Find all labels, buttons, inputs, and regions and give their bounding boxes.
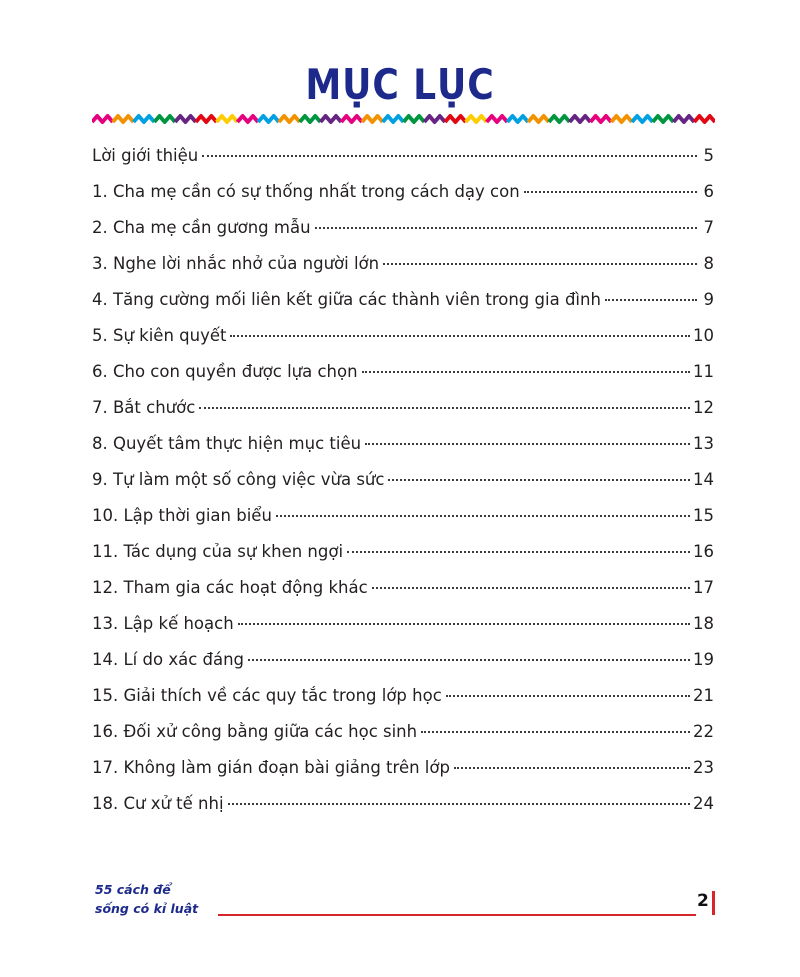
toc-dot-leader — [421, 731, 690, 733]
toc-entry-title: 4. Tăng cường mối liên kết giữa các thành viên trong gia đình — [92, 290, 601, 309]
toc-entry-page: 14 — [693, 470, 714, 489]
toc-entry[interactable] — [92, 470, 714, 506]
toc-entry[interactable] — [92, 290, 714, 326]
zigzag-segment — [341, 116, 362, 122]
toc-dot-leader — [372, 587, 690, 589]
toc-dot-leader — [454, 767, 690, 769]
toc-entry-title: 17. Không làm gián đoạn bài giảng trên lớp — [92, 758, 450, 777]
toc-entry-page: 24 — [693, 794, 714, 813]
toc-dot-leader — [524, 191, 697, 193]
toc-entry[interactable] — [92, 542, 714, 578]
toc-entry-page: 18 — [693, 614, 714, 633]
toc-entry-page: 12 — [693, 398, 714, 417]
toc-entry-page: 19 — [693, 650, 714, 669]
toc-entry[interactable] — [92, 146, 714, 182]
toc-entry[interactable] — [92, 434, 714, 470]
toc-entry-page: 16 — [693, 542, 714, 561]
zigzag-segment — [528, 116, 549, 122]
toc-entry[interactable] — [92, 722, 714, 758]
toc-entry[interactable] — [92, 182, 714, 218]
toc-entry-title: 13. Lập kế hoạch — [92, 614, 234, 633]
zigzag-segment — [487, 116, 508, 122]
toc-dot-leader — [388, 479, 690, 481]
zigzag-segment — [113, 116, 134, 122]
decorative-zigzag-divider — [92, 111, 715, 127]
toc-dot-leader — [228, 803, 690, 805]
zigzag-segment — [694, 116, 715, 122]
book-title-line-1: 55 cách để — [95, 882, 171, 897]
toc-dot-leader — [248, 659, 690, 661]
toc-dot-leader — [362, 371, 690, 373]
toc-entry[interactable] — [92, 794, 714, 830]
book-series-title — [95, 880, 198, 918]
zigzag-segment — [632, 116, 653, 122]
zigzag-segment — [611, 116, 632, 122]
page-number: 2 — [697, 891, 709, 911]
zigzag-segment — [424, 116, 445, 122]
zigzag-segment — [196, 116, 217, 122]
toc-dot-leader — [276, 515, 690, 517]
toc-entry-title: 9. Tự làm một số công việc vừa sức — [92, 470, 385, 489]
toc-dot-leader — [202, 155, 697, 157]
page-title: MỤC LỤC — [305, 60, 495, 109]
toc-entry[interactable] — [92, 686, 714, 722]
toc-entry-page: 17 — [693, 578, 714, 597]
toc-entry-title: 10. Lập thời gian biểu — [92, 506, 272, 525]
footer-rule — [218, 914, 696, 916]
toc-entry-page: 9 — [703, 290, 714, 309]
toc-dot-leader — [365, 443, 690, 445]
toc-entry-title: 12. Tham gia các hoạt động khác — [92, 578, 368, 597]
zigzag-segment — [258, 116, 279, 122]
zigzag-segment — [653, 116, 674, 122]
zigzag-segment — [549, 116, 570, 122]
toc-entry-page: 13 — [693, 434, 714, 453]
zigzag-segment — [92, 116, 113, 122]
toc-entry-title: 16. Đối xử công bằng giữa các học sinh — [92, 722, 418, 741]
zigzag-segment — [279, 116, 300, 122]
zigzag-segment — [507, 116, 528, 122]
toc-entry[interactable] — [92, 758, 714, 794]
toc-entry-title: 1. Cha mẹ cần có sự thống nhất trong cách dạy con — [92, 182, 520, 201]
toc-entry-page: 15 — [693, 506, 714, 525]
toc-entry-title: 18. Cư xử tế nhị — [92, 794, 224, 813]
zigzag-segment — [237, 116, 258, 122]
zigzag-segment — [134, 116, 155, 122]
toc-entry[interactable] — [92, 362, 714, 398]
zigzag-segment — [466, 116, 487, 122]
toc-dot-leader — [446, 695, 690, 697]
zigzag-segment — [362, 116, 383, 122]
toc-dot-leader — [383, 263, 697, 265]
toc-entry[interactable] — [92, 650, 714, 686]
toc-entry-title: 11. Tác dụng của sự khen ngợi — [92, 542, 344, 561]
toc-entry[interactable] — [92, 398, 714, 434]
toc-entry-title: 14. Lí do xác đáng — [92, 650, 245, 669]
toc-entry-title: 3. Nghe lời nhắc nhở của người lớn — [92, 254, 380, 273]
toc-entry-page: 7 — [703, 218, 714, 237]
toc-entry-title: 5. Sự kiên quyết — [92, 326, 227, 345]
toc-dot-leader — [199, 407, 690, 409]
toc-entry-page: 8 — [703, 254, 714, 273]
toc-entry[interactable] — [92, 578, 714, 614]
toc-entry[interactable] — [92, 326, 714, 362]
toc-entry[interactable] — [92, 254, 714, 290]
toc-dot-leader — [605, 299, 697, 301]
toc-entry-page: 23 — [693, 758, 714, 777]
toc-entry-title: 15. Giải thích về các quy tắc trong lớp học — [92, 686, 442, 705]
toc-entry[interactable] — [92, 614, 714, 650]
zigzag-segment — [154, 116, 175, 122]
toc-entry-title: 7. Bắt chước — [92, 398, 196, 417]
zigzag-segment — [300, 116, 321, 122]
toc-entry[interactable] — [92, 218, 714, 254]
toc-entry-title: 2. Cha mẹ cần gương mẫu — [92, 218, 311, 237]
toc-entry-page: 10 — [693, 326, 714, 345]
zigzag-segment — [320, 116, 341, 122]
toc-entry-page: 6 — [703, 182, 714, 201]
toc-entry-page: 5 — [703, 146, 714, 165]
toc-dot-leader — [230, 335, 690, 337]
toc-entry-title: Lời giới thiệu — [92, 146, 199, 165]
zigzag-segment — [175, 116, 196, 122]
zigzag-segment — [383, 116, 404, 122]
zigzag-segment — [590, 116, 611, 122]
toc-entry-page: 22 — [693, 722, 714, 741]
table-of-contents — [92, 146, 714, 830]
toc-dot-leader — [315, 227, 697, 229]
toc-entry-page: 11 — [693, 362, 714, 381]
toc-dot-leader — [238, 623, 690, 625]
zigzag-segment — [404, 116, 425, 122]
page-number-bar — [712, 891, 715, 915]
zigzag-segment — [570, 116, 591, 122]
toc-entry[interactable] — [92, 506, 714, 542]
zigzag-segment — [445, 116, 466, 122]
toc-entry-page: 21 — [693, 686, 714, 705]
zigzag-segment — [217, 116, 238, 122]
zigzag-segment — [674, 116, 695, 122]
book-title-line-2: sống có kỉ luật — [95, 901, 199, 916]
toc-entry-title: 6. Cho con quyền được lựa chọn — [92, 362, 358, 381]
toc-entry-title: 8. Quyết tâm thực hiện mục tiêu — [92, 434, 362, 453]
toc-dot-leader — [347, 551, 690, 553]
